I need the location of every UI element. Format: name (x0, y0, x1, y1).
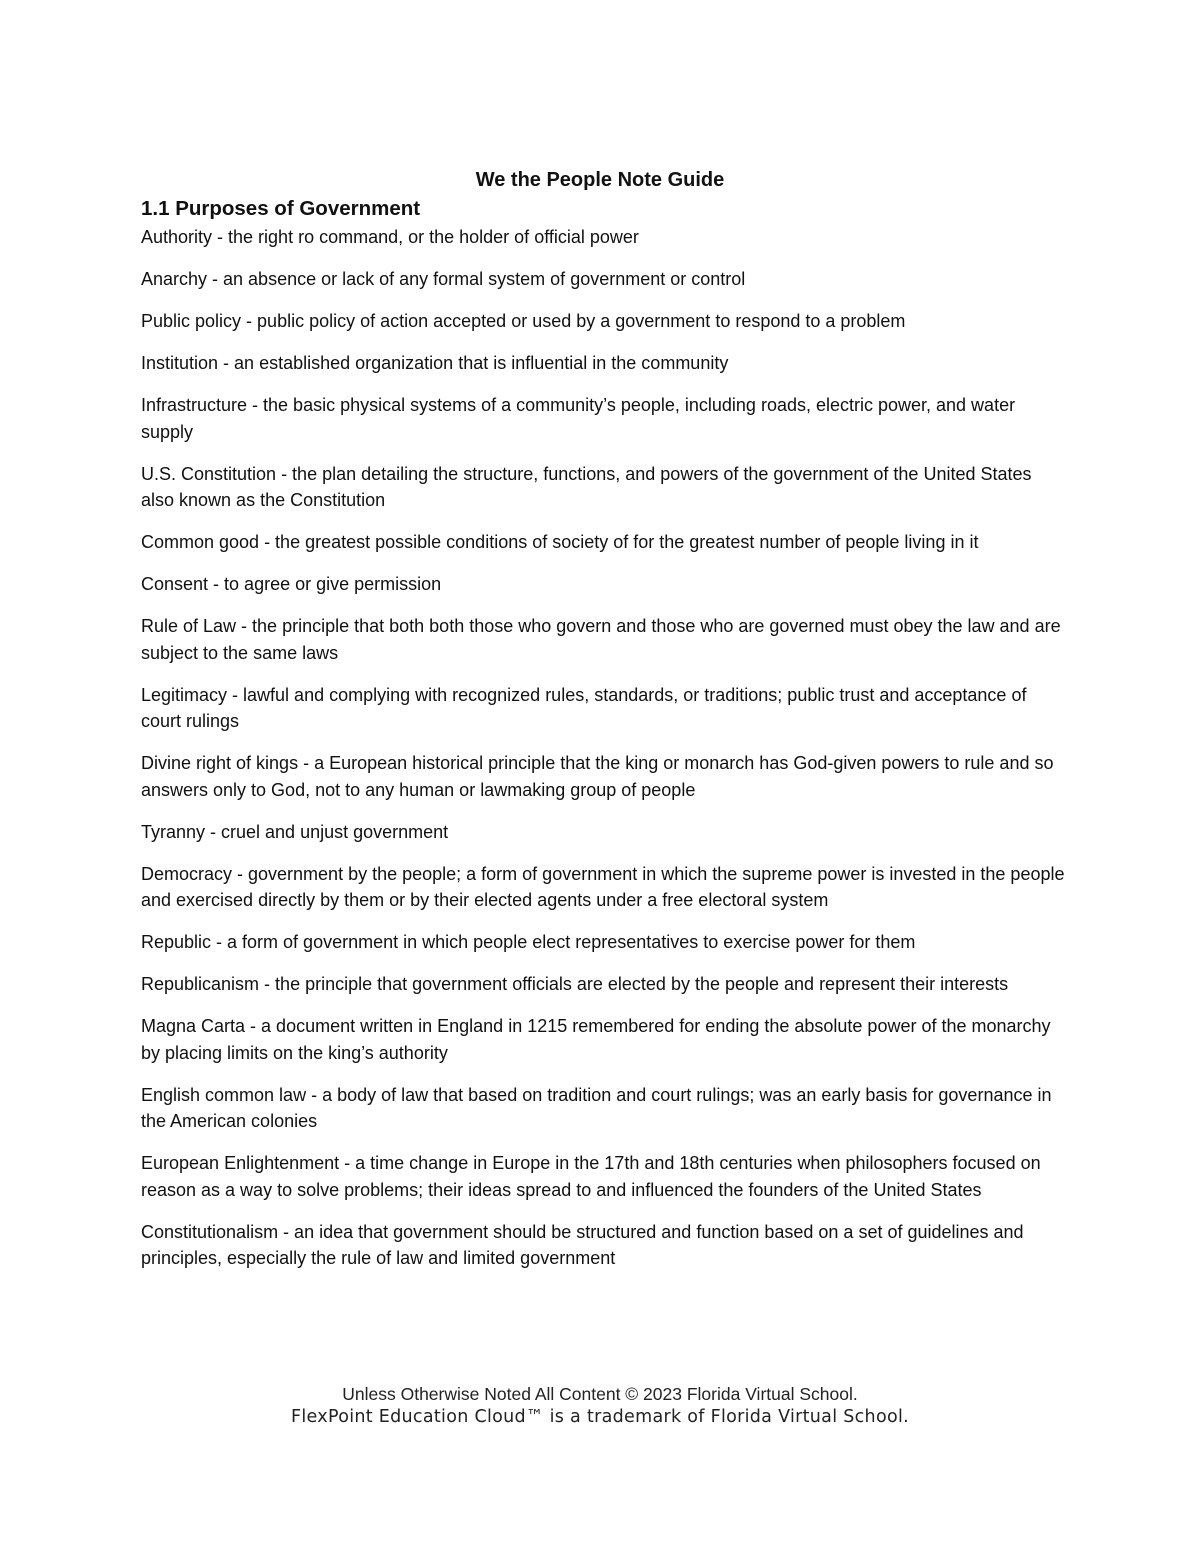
term-infrastructure: Infrastructure - the basic physical systems of a community’s people, including roads, electric power, and water supply (141, 395, 1016, 442)
term-anarchy: Anarchy - an absence or lack of any formal system of government or control (141, 269, 746, 289)
footer-copyright: Unless Otherwise Noted All Content © 2023 Florida Virtual School. (342, 1384, 858, 1404)
terms-list (141, 224, 1066, 1287)
section-heading: 1.1 Purposes of Government (141, 197, 421, 220)
term-consent: Consent - to agree or give permission (141, 574, 442, 594)
term-common-good: Common good - the greatest possible conditions of society of for the greatest number of people living in it (141, 532, 979, 552)
term-republic: Republic - a form of government in which people elect representatives to exercise power for them (141, 932, 916, 952)
term-legitimacy: Legitimacy - lawful and complying with recognized rules, standards, or traditions; public trust and acceptance of court rulings (141, 684, 1027, 731)
term-public-policy: Public policy - public policy of action accepted or used by a government to respond to a problem (141, 311, 906, 331)
footer-trademark: FlexPoint Education Cloud™ is a trademark of Florida Virtual School. (291, 1407, 909, 1427)
document-title: We the People Note Guide (475, 169, 725, 191)
term-republicanism: Republicanism - the principle that government officials are elected by the people and represent their interests (141, 974, 1009, 994)
term-magna-carta: Magna Carta - a document written in England in 1215 remembered for ending the absolute power of the monarchy by placing limits on the king’s authority (141, 1016, 1051, 1063)
term-english-common-law: English common law - a body of law that based on tradition and court rulings; was an early basis for governance in the American colonies (141, 1084, 1052, 1131)
term-us-constitution: U.S. Constitution - the plan detailing the structure, functions, and powers of the government of the United States also known as the Constitution (141, 463, 1032, 510)
term-tyranny: Tyranny - cruel and unjust government (141, 821, 449, 842)
term-constitutionalism: Constitutionalism - an idea that government should be structured and function based on a set of guidelines and principles, especially the rule of law and limited government (141, 1221, 1024, 1268)
term-democracy: Democracy - government by the people; a form of government in which the supreme power is invested in the people and exercised directly by them or by their elected agents under a free electoral system (141, 863, 1065, 910)
term-institution: Institution - an established organization that is influential in the community (141, 353, 729, 373)
term-divine-right-of-kings: Divine right of kings - a European historical principle that the king or monarch has God-given powers to rule and so answers only to God, not to any human or lawmaking group of people (141, 753, 1054, 800)
term-authority: Authority - the right ro command, or the holder of official power (141, 227, 639, 247)
term-rule-of-law: Rule of Law - the principle that both both those who govern and those who are governed must obey the law and are subject to the same laws (141, 616, 1061, 663)
term-european-enlightenment: European Enlightenment - a time change in Europe in the 17th and 18th centuries when philosophers focused on reason as a way to solve problems; their ideas spread to and influenced the founders of the United States (141, 1153, 1041, 1200)
